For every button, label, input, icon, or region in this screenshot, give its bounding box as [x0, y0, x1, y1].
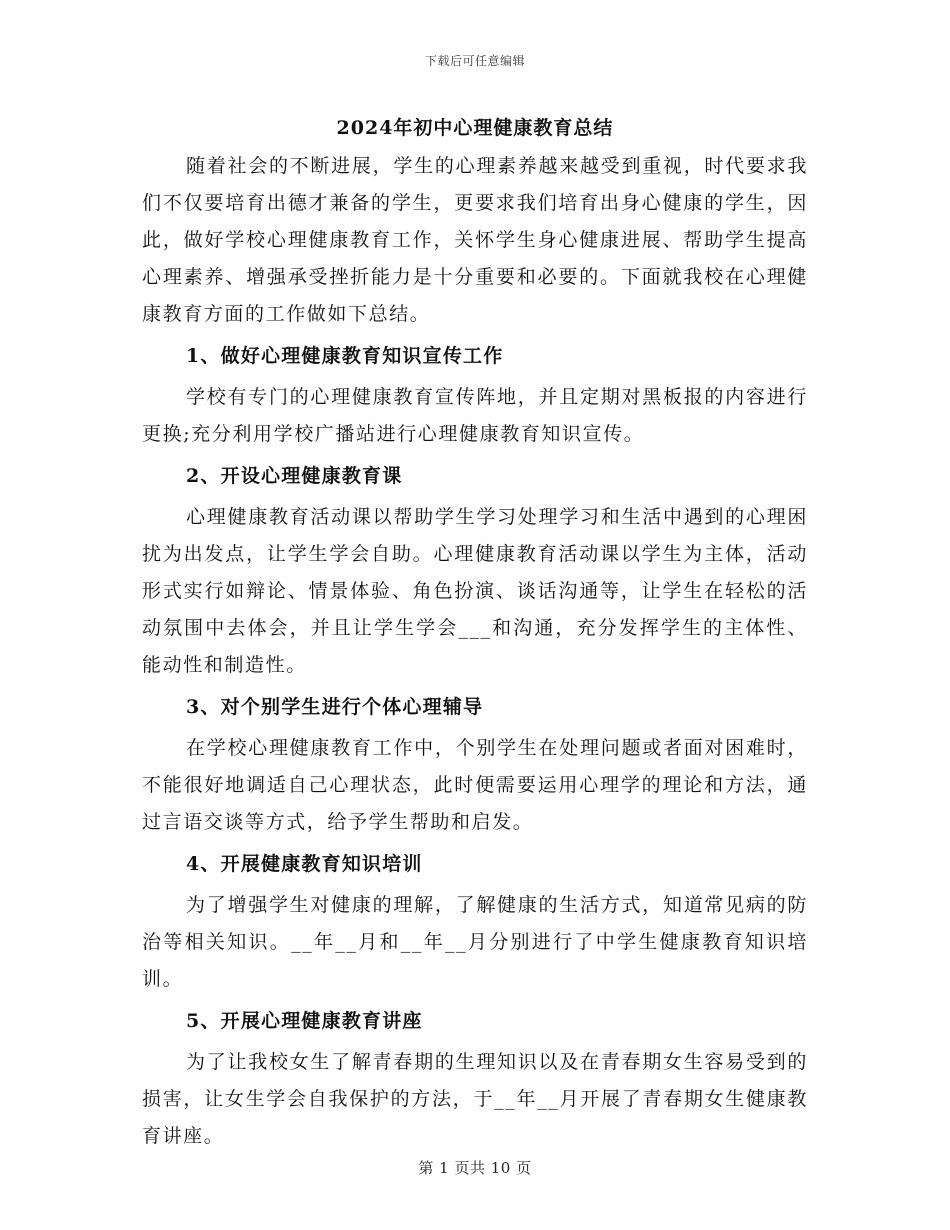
document-body: [142, 108, 808, 1155]
section-heading-3: 3、对个别学生进行个体心理辅导: [186, 696, 484, 718]
section-body-2: 心理健康教育活动课以帮助学生学习处理学习和生活中遇到的心理困扰为出发点，让学生学会自助。心理健康教育活动课以学生为主体，活动形式实行如辩论、情景体验、角色扮演、谈话沟通等，让学生在轻松的活动氛围中去体会，并且让学生学会___和沟通，充分发挥学生的主体性、能动性和制造性。: [142, 506, 808, 676]
section-body-4: 为了增强学生对健康的理解，了解健康的生活方式，知道常见病的防治等相关知识。__年__月和__年__月分别进行了中学生健康教育知识培训。: [142, 894, 808, 990]
section-heading-2: 2、开设心理健康教育课: [186, 465, 403, 487]
intro-paragraph: 随着社会的不断进展，学生的心理素养越来越受到重视，时代要求我们不仅要培育出德才兼备的学生，更要求我们培育出身心健康的学生，因此，做好学校心理健康教育工作，关怀学生身心健康进展、帮助学生提高心理素养、增强承受挫折能力是十分重要和必要的。下面就我校在心理健康教育方面的工作做如下总结。: [142, 155, 808, 325]
header-note: 下载后可任意编辑: [424, 54, 525, 68]
page-number: 第 1 页共 10 页: [418, 1159, 532, 1177]
section-heading-4: 4、开展健康教育知识培训: [186, 853, 423, 875]
section-heading-1: 1、做好心理健康教育知识宣传工作: [186, 345, 504, 367]
section-body-3: 在学校心理健康教育工作中，个别学生在处理问题或者面对困难时，不能很好地调适自己心理状态，此时便需要运用心理学的理论和方法，通过言语交谈等方式，给予学生帮助和启发。: [142, 737, 808, 833]
section-body-1: 学校有专门的心理健康教育宣传阵地，并且定期对黑板报的内容进行更换;充分利用学校广播站进行心理健康教育知识宣传。: [142, 386, 808, 445]
section-body-5: 为了让我校女生了解青春期的生理知识以及在青春期女生容易受到的损害，让女生学会自我保护的方法，于__年__月开展了青春期女生健康教育讲座。: [142, 1051, 808, 1147]
section-heading-5: 5、开展心理健康教育讲座: [186, 1010, 423, 1032]
document-title: 2024年初中心理健康教育总结: [336, 117, 614, 139]
